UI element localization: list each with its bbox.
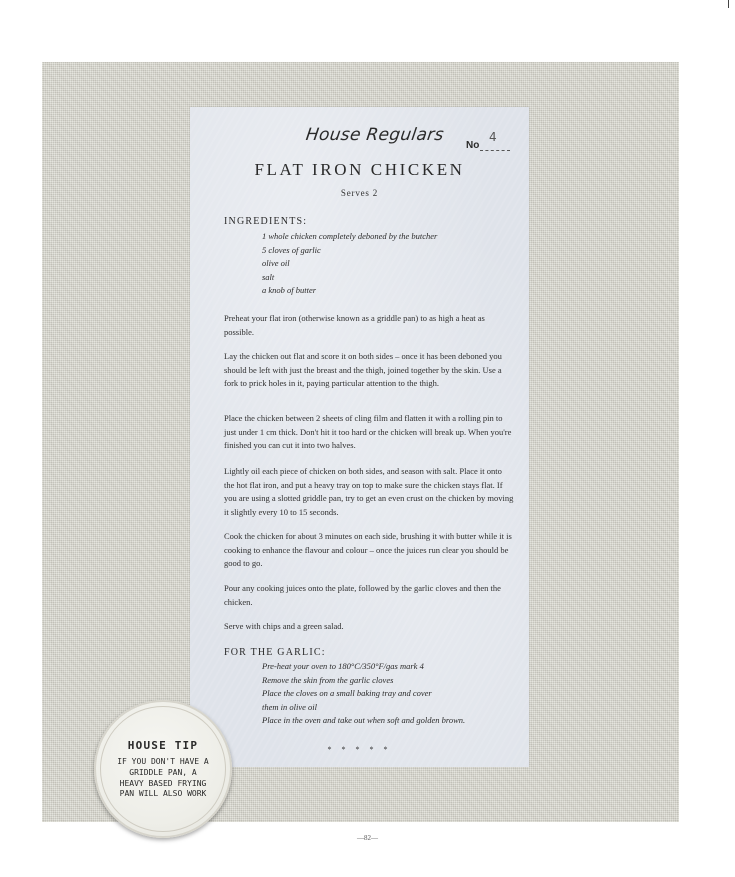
house-tip-text [106,757,220,800]
garlic-steps-list [262,660,465,728]
method-step: Lightly oil each piece of chicken on both sides, and season with salt. Place it onto the hot flat iron, and put a heavy tray on top to make sure the chicken stays flat. If you are using a slotted griddle pan, try to get an even crust on the chicken by moving it slightly every 10 to 15 seconds. [224,466,514,517]
method-step: Preheat your flat iron (otherwise known as a griddle pan) to as high a heat as possible. [224,313,485,337]
recipe-title: FLAT IRON CHICKEN [254,160,465,179]
method-step: Lay the chicken out flat and score it on both sides – once it has been deboned you should be left with just the breast and the thigh, joined together by the skin. Use a fork to prick holes in it, paying particular attention to the thigh. [224,351,502,388]
garlic-step: Place in the oven and take out when soft and golden brown. [262,715,466,726]
house-tip-line: HEAVY BASED FRYING [119,778,207,788]
ingredient-item: 5 cloves of garlic [262,244,321,255]
garlic-step: Pre-heat your oven to 180°C/350°F/gas mark 4 [262,661,424,671]
ingredient-item: 1 whole chicken completely deboned by the butcher [262,231,438,241]
corner-mark [728,0,729,8]
ingredients-heading: INGREDIENTS: [224,216,308,227]
garlic-heading: FOR THE GARLIC: [224,647,326,658]
recipe-number-label: No [466,140,480,151]
house-tip-title: HOUSE TIP [127,739,199,752]
serves-label: Serves 2 [340,188,379,198]
brand-title: House Regulars [304,125,446,145]
garlic-step: Place the cloves on a small baking tray and cover [262,688,432,699]
house-tip-line: PAN WILL ALSO WORK [119,789,207,799]
garlic-step: Remove the skin from the garlic cloves [262,674,394,685]
ingredients-list [262,230,437,298]
method-step: Pour any cooking juices onto the plate, followed by the garlic cloves and then the chicken. [224,583,501,607]
garlic-step: them in olive oil [262,701,318,712]
house-tip-line: IF YOU DON'T HAVE A [117,757,209,766]
end-stars: * * * * * [327,745,392,754]
page-number: —82— [357,834,378,842]
method-step: Place the chicken between 2 sheets of cling film and flatten it with a rolling pin to just under 1 cm thick. Don't hit it too hard or the chicken will break up. When you're finished you can cut it into two halves. [224,413,512,450]
ingredient-item: a knob of butter [262,285,317,296]
recipe-number: 4 [489,130,497,144]
house-tip-line: GRIDDLE PAN, A [129,767,197,777]
ingredient-item: olive oil [262,258,290,269]
method-step: Serve with chips and a green salad. [224,621,344,631]
method-step: Cook the chicken for about 3 minutes on each side, brushing it with butter while it is cooking to enhance the flavour and colour – once the juices run clear you should be good to go. [224,531,512,568]
ingredient-item: salt [262,271,275,282]
